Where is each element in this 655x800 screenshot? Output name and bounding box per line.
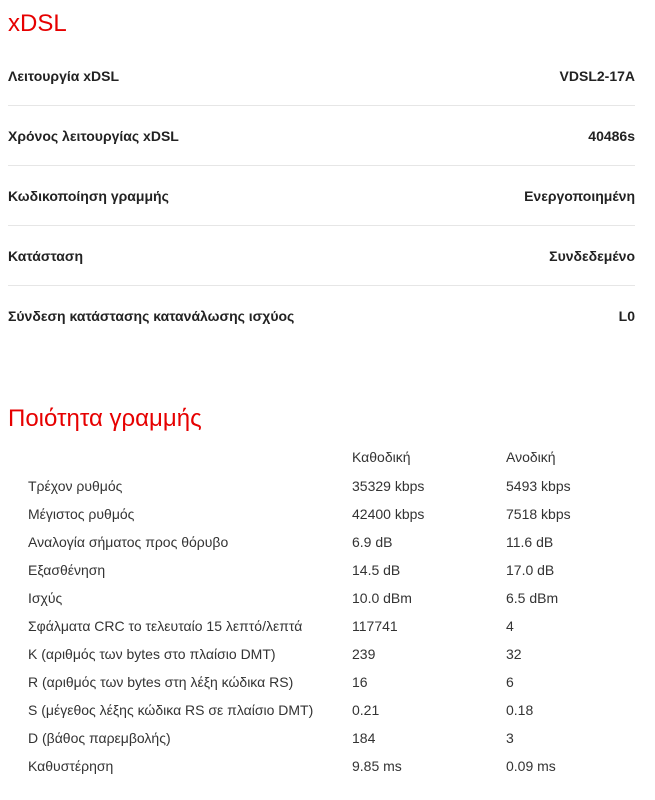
row-downstream-value: 0.21 bbox=[352, 702, 380, 718]
row-upstream-value: 6 bbox=[506, 674, 514, 690]
line-quality-table bbox=[16, 442, 632, 780]
table-row bbox=[16, 668, 632, 696]
line-quality-section-title: Ποιότητα γραμμής bbox=[8, 405, 202, 432]
row-downstream-value: 35329 kbps bbox=[352, 478, 425, 494]
table-header-row bbox=[16, 442, 632, 472]
row-upstream-value: 32 bbox=[506, 646, 522, 662]
row-label: S (μέγεθος λέξης κώδικα RS σε πλαίσιο DMT) bbox=[28, 702, 314, 718]
info-row-xdsl-mode bbox=[8, 46, 635, 106]
row-downstream-value: 117741 bbox=[352, 618, 398, 634]
row-downstream-value: 10.0 dBm bbox=[352, 590, 412, 606]
table-row bbox=[16, 528, 632, 556]
header-downstream: Καθοδική bbox=[352, 449, 411, 465]
xdsl-section-title: xDSL bbox=[8, 10, 67, 37]
row-label: Μέγιστος ρυθμός bbox=[28, 506, 135, 522]
row-upstream-value: 0.18 bbox=[506, 702, 534, 718]
info-label: Κωδικοποίηση γραμμής bbox=[8, 187, 169, 204]
info-label: Σύνδεση κατάστασης κατανάλωσης ισχύος bbox=[8, 308, 295, 324]
info-row-line-encoding bbox=[8, 166, 635, 226]
info-label: Λειτουργία xDSL bbox=[8, 67, 120, 84]
header-upstream: Ανοδική bbox=[506, 449, 556, 465]
info-value: 40486s bbox=[588, 127, 635, 144]
header-label bbox=[16, 442, 340, 472]
table-row bbox=[16, 696, 632, 724]
row-downstream-value: 9.85 ms bbox=[352, 758, 402, 774]
table-row bbox=[16, 500, 632, 528]
info-label: Χρόνος λειτουργίας xDSL bbox=[8, 127, 179, 144]
info-value: Ενεργοποιημένη bbox=[524, 187, 635, 204]
row-label: D (βάθος παρεμβολής) bbox=[28, 730, 171, 746]
info-value: L0 bbox=[618, 308, 635, 324]
row-downstream-value: 14.5 dB bbox=[352, 562, 401, 578]
row-downstream-value: 6.9 dB bbox=[352, 534, 393, 550]
info-row-power-state bbox=[8, 286, 635, 346]
row-label: Καθυστέρηση bbox=[28, 758, 114, 774]
row-label: Τρέχον ρυθμός bbox=[28, 478, 123, 494]
row-label: Ισχύς bbox=[28, 590, 63, 606]
row-label: Σφάλματα CRC το τελευταίο 15 λεπτό/λεπτά bbox=[28, 618, 303, 634]
table-row bbox=[16, 472, 632, 500]
table-row bbox=[16, 612, 632, 640]
info-label: Κατάσταση bbox=[8, 247, 84, 264]
row-upstream-value: 3 bbox=[506, 730, 514, 746]
info-value: Συνδεδεμένο bbox=[549, 247, 635, 264]
table-row bbox=[16, 640, 632, 668]
row-downstream-value: 239 bbox=[352, 646, 376, 662]
row-label: R (αριθμός των bytes στη λέξη κώδικα RS) bbox=[28, 674, 294, 690]
table-row bbox=[16, 556, 632, 584]
info-value: VDSL2-17A bbox=[559, 67, 635, 84]
table-row bbox=[16, 584, 632, 612]
row-label: Εξασθένηση bbox=[28, 562, 106, 578]
info-row-xdsl-uptime bbox=[8, 106, 635, 166]
row-downstream-value: 184 bbox=[352, 730, 376, 746]
row-upstream-value: 11.6 dB bbox=[506, 534, 554, 550]
row-upstream-value: 5493 kbps bbox=[506, 478, 571, 494]
row-upstream-value: 17.0 dB bbox=[506, 562, 555, 578]
row-downstream-value: 42400 kbps bbox=[352, 506, 425, 522]
row-label: Αναλογία σήματος προς θόρυβο bbox=[28, 534, 229, 550]
row-upstream-value: 0.09 ms bbox=[506, 758, 556, 774]
xdsl-info-list bbox=[8, 46, 635, 346]
table-row bbox=[16, 724, 632, 752]
row-label: K (αριθμός των bytes στο πλαίσιο DMT) bbox=[28, 646, 276, 662]
row-upstream-value: 4 bbox=[506, 618, 514, 634]
row-upstream-value: 7518 kbps bbox=[506, 506, 571, 522]
row-upstream-value: 6.5 dBm bbox=[506, 590, 559, 606]
info-row-status bbox=[8, 226, 635, 286]
row-downstream-value: 16 bbox=[352, 674, 368, 690]
table-row bbox=[16, 752, 632, 780]
